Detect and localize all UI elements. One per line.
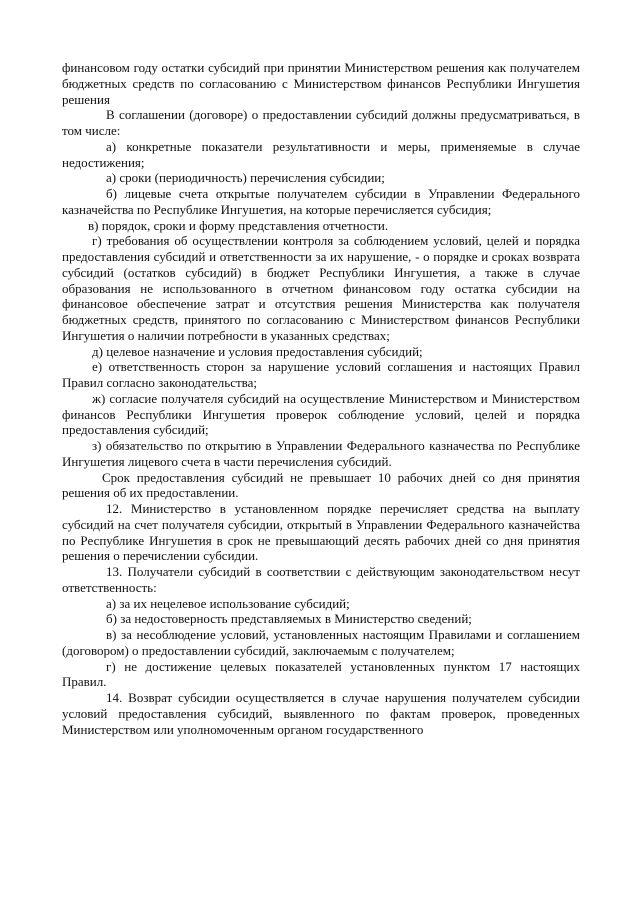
list-item-d-purpose: д) целевое назначение и условия предоставления субсидий; [92,343,423,359]
paragraph-term: Срок предоставления субсидий не превышает 10 рабочих дней со дня принятия решения об их предоставлении. [62,469,580,501]
list-item-v-reporting: в) порядок, сроки и форму представления отчетности. [88,217,389,233]
paragraph-12: 12. Министерство в установленном порядке перечисляет средства на выплату субсидий на счет получателя субсидии, открытый в Управлении Федерального казначейства по Республике Ингушетия в срок не превышающий десять рабочих дней со дня принятия решения о перечислении субсидии. [62,501,580,564]
list-item-zh-consent: ж) согласие получателя субсидий на осуществление Министерством и Министерством финансов Республики Ингушетия проверок соблюдение условий, целей и порядка предоставления субсидий; [62,390,580,438]
list-item-b-accounts: б) лицевые счета открытые получателем субсидии в Управлении Федерального казначейства по Республике Ингушетия, на которые перечисляется субсидия; [62,186,580,217]
document-page [62,60,580,737]
list-item-a-indicators: а) конкретные показатели результативности и меры, применяемые в случае недостижения; [62,138,580,170]
list-item-e-responsibility: е) ответственность сторон за нарушение условий соглашения и настоящих Правил Правил согласно законодательства; [62,359,580,390]
list-item-13v: в) за несоблюдение условий, установленных настоящим Правилами и соглашением (договором) о предоставлении субсидий, заключаемым с получателем; [62,627,580,658]
paragraph-continuation: финансовом году остатки субсидий при принятии Министерством решения как получателем бюджетных средств по согласованию с Министерством финансов Республики Ингушетия решения [62,60,580,107]
list-item-z-obligation: з) обязательство по открытию в Управлении Федерального казначества по Республике Ингушетия лицевого счета в части перечисления субсидий. [62,438,580,469]
list-item-13a: а) за их нецелевое использование субсидий; [106,595,350,611]
list-item-13g: г) не достижение целевых показателей установленных пунктом 17 настоящих Правил. [62,658,580,690]
paragraph-14: 14. Возврат субсидии осуществляется в случае нарушения получателем субсидии условий предоставления субсидий, выявленного по фактам проверок, проведенных Министерством или уполномоченным органом государственного [62,690,580,737]
paragraph-agreement-intro: В соглашении (договоре) о предоставлении субсидий должны предусматриваться, в том числе: [62,107,580,138]
list-item-13b: б) за недостоверность представляемых в Министерство сведений; [106,611,472,627]
paragraph-13: 13. Получатели субсидий в соответствии с действующим законодательством несут ответственность: [62,564,580,595]
list-item-a-terms: а) сроки (периодичность) перечисления субсидии; [106,170,385,186]
list-item-g-control: г) требования об осуществлении контроля за соблюдением условий, целей и порядка предоставления субсидий и ответственности за их нарушение, - о порядке и сроках возврата субсидий (остатков субсидий) в бюджет Республики Ингушетия, а также в случае образования не использованного в отчетном финансовом году остатка субсидии на финансовое обеспечение затрат и отсутствия решения Министерства как получателя бюджетных средств, принятого по согласованию с Министерством финансов Республики Ингушетия о наличии потребности в указанных средствах; [62,233,580,343]
